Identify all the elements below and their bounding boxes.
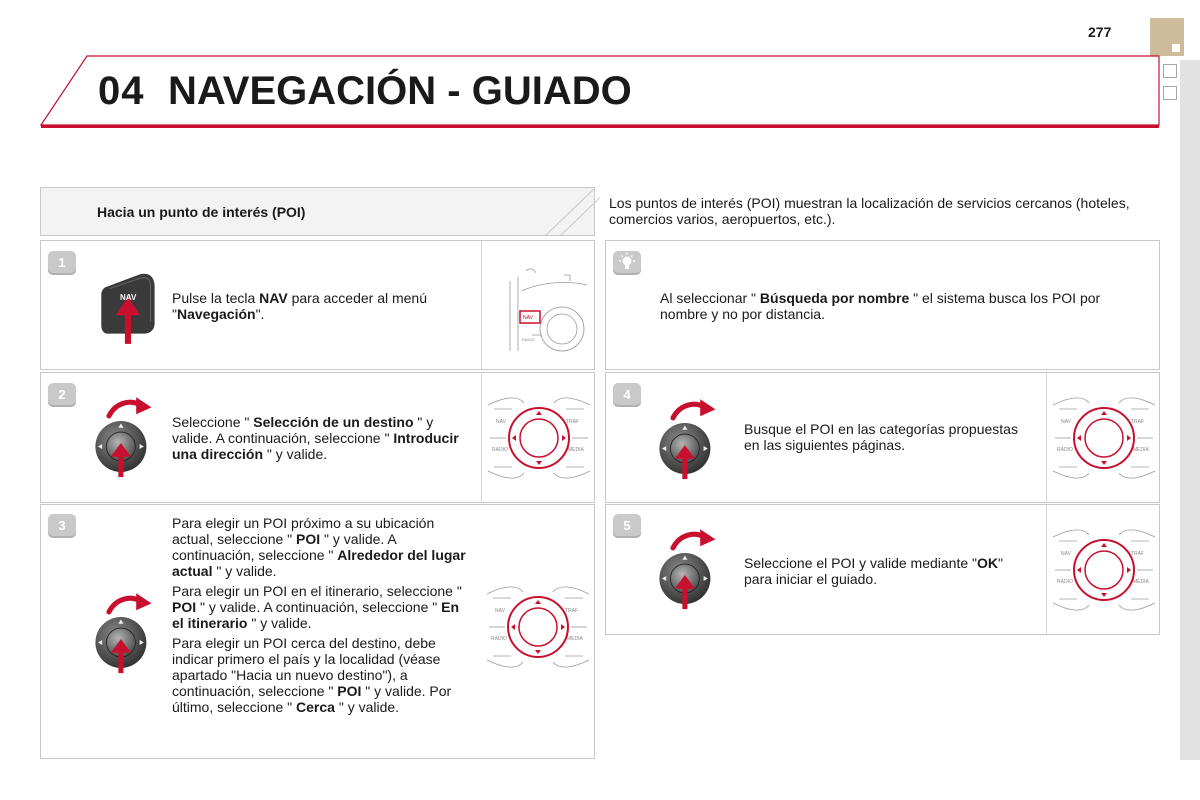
svg-text:NAV: NAV	[120, 293, 137, 302]
svg-text:MEDIA: MEDIA	[567, 636, 583, 642]
chapter-tab-box	[1163, 86, 1177, 100]
svg-text:RADIO: RADIO	[1057, 447, 1073, 453]
svg-text:RADIO: RADIO	[1057, 579, 1073, 585]
intro-box-corner	[540, 187, 600, 237]
svg-text:TRAF: TRAF	[566, 419, 580, 425]
intro-label: Hacia un punto de interés (POI)	[97, 204, 306, 220]
step-5-text: Seleccione el POI y valide mediante "OK" para iniciar el guiado.	[744, 555, 1003, 587]
svg-text:TRAF: TRAF	[1131, 419, 1145, 425]
tip-text: Al seleccionar " Búsqueda por nombre " el sistema busca los POI por nombre y no por distancia.	[660, 290, 1101, 322]
svg-text:NAV: NAV	[495, 608, 505, 614]
lightbulb-icon	[613, 251, 641, 275]
svg-text:RADIO: RADIO	[491, 636, 507, 642]
step-1-badge: 1	[48, 251, 76, 275]
chapter-tab-box	[1163, 64, 1177, 78]
dashboard-nav-thumbnail	[481, 241, 594, 369]
step-4-text: Busque el POI en las categorías propuestas en las siguientes páginas.	[744, 421, 1018, 453]
chapter-tab	[1150, 18, 1184, 56]
nav-key-icon	[98, 266, 162, 348]
step-2-text: Seleccione " Selección de un destino " y valide. A continuación, seleccione " Introducir una dirección " y valide.	[172, 414, 459, 462]
svg-text:RADIO: RADIO	[492, 447, 508, 453]
svg-text:MEDIA: MEDIA	[568, 447, 584, 453]
step-5-badge: 5	[613, 514, 641, 538]
side-strip	[1180, 60, 1200, 760]
step-3-paragraph-3: Para elegir un POI cerca del destino, debe indicar primero el país y la localidad (véase apartado "Hacia un nuevo destino"), a continuación, seleccione " POI " y valide. Por último, seleccione " Cerca " y valide.	[172, 635, 452, 715]
step-3-paragraph-1: Para elegir un POI próximo a su ubicación actual, seleccione " POI " y valide. A continuación, seleccione " Alrededor del lugar actual " y valide.	[172, 515, 466, 579]
control-panel-thumbnail	[1046, 505, 1159, 634]
svg-text:NAV: NAV	[1061, 419, 1071, 425]
step-3-text	[172, 515, 472, 719]
page-number: 277	[1088, 24, 1112, 40]
step-2-badge: 2	[48, 383, 76, 407]
svg-text:MEDIA: MEDIA	[1133, 447, 1149, 453]
control-panel-thumbnail	[481, 566, 594, 688]
rotary-knob-icon	[656, 520, 724, 620]
rotary-knob-icon	[92, 584, 160, 684]
rotary-knob-icon	[656, 390, 724, 490]
control-panel-thumbnail	[1046, 373, 1159, 502]
control-panel-thumbnail	[481, 373, 594, 502]
step-1-text: Pulse la tecla NAV para acceder al menú "Navegación".	[172, 290, 428, 322]
svg-text:NAV: NAV	[1061, 551, 1071, 557]
svg-text:RADIO: RADIO	[522, 337, 535, 342]
svg-text:NAV: NAV	[523, 315, 533, 321]
tip-badge	[613, 251, 641, 275]
svg-text:MEDIA: MEDIA	[1133, 579, 1149, 585]
svg-text:NAV: NAV	[496, 419, 506, 425]
step-3-paragraph-2: Para elegir un POI en el itinerario, seleccione " POI " y valide. A continuación, seleccione " En el itinerario " y valide.	[172, 583, 462, 631]
intro-description: Los puntos de interés (POI) muestran la localización de servicios cercanos (hoteles, comercios varios, aeropuertos, etc.).	[609, 195, 1130, 227]
chapter-title: NAVEGACIÓN - GUIADO	[168, 69, 632, 113]
step-4-badge: 4	[613, 383, 641, 407]
chapter-number: 04	[98, 69, 145, 113]
step-3-badge: 3	[48, 514, 76, 538]
rotary-knob-icon	[92, 388, 160, 488]
svg-text:TRAF: TRAF	[565, 608, 579, 614]
svg-text:TRAF: TRAF	[1131, 551, 1145, 557]
